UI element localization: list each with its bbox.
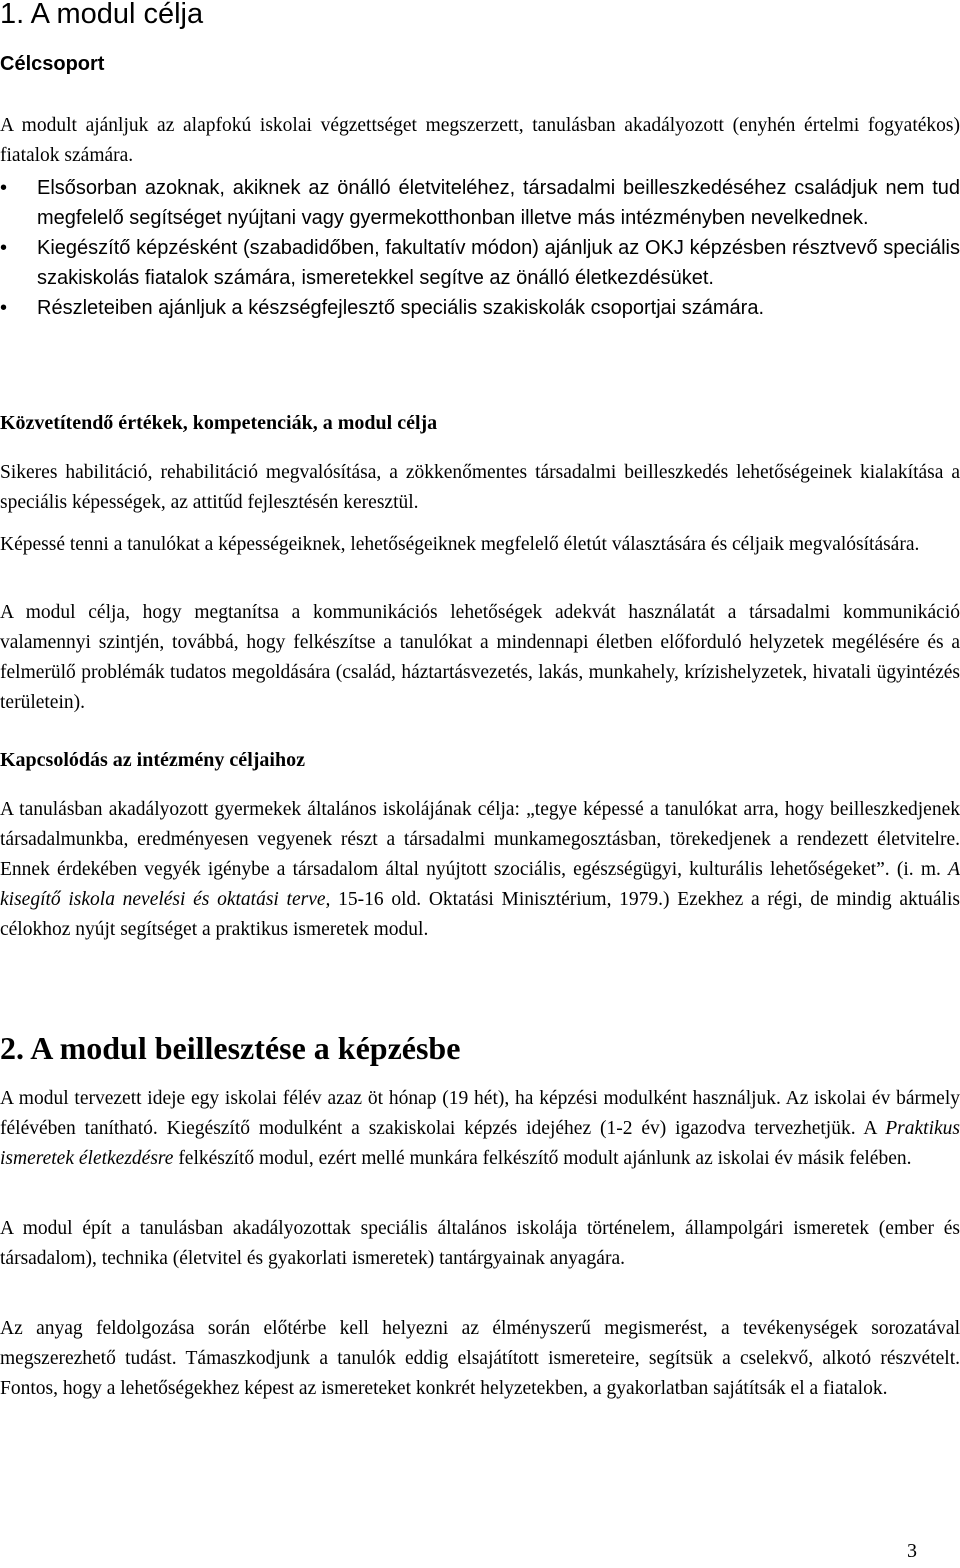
connection-paragraph: A tanulásban akadályozott gyermekek általános iskolájának célja: „tegye képessé a tanulókat arra, hogy beilleszkedjenek társadalmunkba, eredményesen vegyenek részt a társadalmi munkamegosztásban, törekedjenek a rendezett életvitelre. Ennek érdekében vegyék igénybe a társadalom által nyújtott szociális, egészségügyi, kulturális lehetőségeket”. (i. m. A kisegítő iskola nevelési és oktatási terve, 15-16 old. Oktatási Minisztérium, 1979.) Ezekhez a régi, de mindig aktuális célokhoz nyújt segítséget a praktikus ismeretek modul. bbox=[0, 799, 960, 940]
bullet-icon: • bbox=[0, 237, 8, 259]
module-name: Praktikus ismeretek életkezdésre bbox=[0, 1118, 960, 1169]
section-1-title: 1. A modul célja bbox=[0, 0, 204, 30]
bullet-icon: • bbox=[0, 177, 8, 199]
target-group-intro: A modult ajánljuk az alapfokú iskolai végzettséget megszerzett, tanulásban akadályozott (enyhén értelmi fogyatékos) fiatalok számára. bbox=[0, 115, 960, 166]
target-group-heading: Célcsoport bbox=[0, 53, 105, 75]
method-paragraph: Az anyag feldolgozása során előtérbe kell helyezni az élményszerű megismerést, a tevékenységek sorozatával megszerezhető tudást. Támaszkodjunk a tanulók eddig elsajátított ismereteire, segítsük a cselekvő, alkotó részvételt. Fontos, hogy a lehetőségekhez képest az ismereteket konkrét helyzetekben, a gyakorlatban sajátítsák el a fiatalok. bbox=[0, 1318, 960, 1399]
bullet-item: • Elsősorban azoknak, akiknek az önálló életviteléhez, társadalmi beilleszkedéséhez családjuk nem tud megfelelő segítséget nyújtani vagy gyermekotthonban illetve más intézményben nevelkednek. bbox=[0, 173, 960, 233]
schedule-paragraph: A modul tervezett ideje egy iskolai félév azaz öt hónap (19 hét), ha képzési modulként használjuk. Az iskolai év bármely félévében tanítható. Kiegészítő modulként a szakiskolai képzés idejéhez (1-2 év) igazodva tervezhetjük. A Praktikus ismeretek életkezdésre felkészítő modul, ezért mellé munkára felkészítő modult ajánlunk az iskolai év másik felében. bbox=[0, 1088, 960, 1169]
bullet-item: • Részleteiben ajánljuk a készségfejlesztő speciális szakiskolák csoportjai számára. bbox=[0, 293, 960, 323]
bullet-icon: • bbox=[0, 297, 8, 319]
values-paragraph: Sikeres habilitáció, rehabilitáció megvalósítása, a zökkenőmentes társadalmi beilleszkedés lehetőségeinek kialakítása a speciális képességek, az attitűd fejlesztésén keresztül. bbox=[0, 462, 960, 513]
target-group-bullet-list bbox=[0, 173, 960, 323]
values-paragraph: Képessé tenni a tanulókat a képességeiknek, lehetőségeiknek megfelelő életút választására és céljaik megvalósítására. bbox=[0, 534, 920, 555]
values-paragraph: A modul célja, hogy megtanítsa a kommunikációs lehetőségek adekvát használatát a társadalmi kommunikáció valamennyi szintjén, továbbá, hogy felkészítse a tanulókat a mindennapi életben előforduló helyzetek megélésére és a felmerülő problémák tudatos megoldására (család, háztartásvezetés, lakás, munkahely, krízishelyzetek, hivatali ügyintézés területein). bbox=[0, 602, 960, 713]
page-number: 3 bbox=[907, 1540, 917, 1562]
bullet-item: • Kiegészítő képzésként (szabadidőben, fakultatív módon) ajánljuk az OKJ képzésben résztvevő speciális szakiskolás fiatalok számára, ismeretekkel segítve az önálló életkezdésüket. bbox=[0, 233, 960, 293]
values-heading: Közvetítendő értékek, kompetenciák, a modul célja bbox=[0, 412, 438, 434]
cited-work-title: A kisegítő iskola nevelési és oktatási terve, bbox=[0, 859, 960, 910]
connection-heading: Kapcsolódás az intézmény céljaihoz bbox=[0, 749, 305, 771]
section-2-title: 2. A modul beillesztése a képzésbe bbox=[0, 1030, 461, 1066]
prerequisites-paragraph: A modul épít a tanulásban akadályozottak speciális általános iskolája történelem, állampolgári ismeretek (ember és társadalom), technika (életvitel és gyakorlati ismeretek) tantárgyainak anyagára. bbox=[0, 1218, 960, 1269]
